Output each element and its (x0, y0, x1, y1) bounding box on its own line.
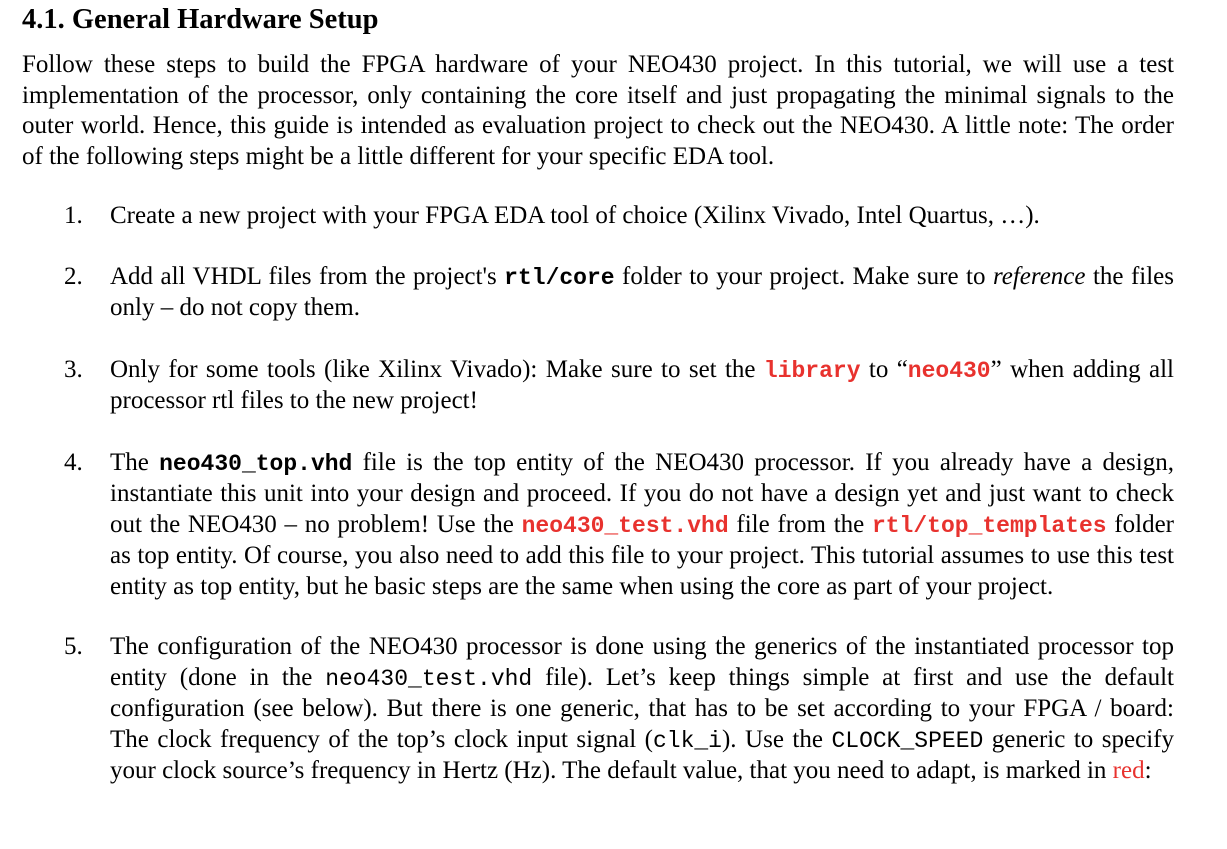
intro-paragraph: Follow these steps to build the FPGA hardware of your NEO430 project. In this tutorial, we will use a test implementation of the processor, only containing the core itself and just propagating the minimal signals to the outer world. Hence, this guide is intended as evaluation project to check out the NEO430. A little note: The order of the following steps might be a little different for your specific EDA tool. (22, 51, 1174, 170)
list-text: the files only – do not copy them. (110, 262, 1174, 321)
steps-list (22, 201, 1174, 787)
emphasis-text: reference (992, 262, 1086, 290)
list-text: The configuration of the NEO430 processor is done using the generics of the instantiated processor top entity (done in the (110, 633, 1174, 691)
code-signal: clk_i (652, 727, 722, 754)
code-filename: neo430_test.vhd (521, 512, 729, 539)
list-number: 1. (64, 202, 83, 229)
list-item (22, 448, 1174, 603)
list-item (22, 632, 1174, 787)
code-generic: CLOCK_SPEED (831, 727, 984, 754)
list-number: 4. (64, 448, 83, 476)
list-text: ). Use the (721, 725, 832, 753)
code-keyword: library (763, 357, 861, 384)
list-number: 3. (64, 355, 83, 383)
code-keyword: neo430 (907, 357, 991, 384)
list-text: generic to specify your clock source’s frequency in Hertz (Hz). The default value, that you need to adapt, is marked in (110, 725, 1174, 784)
list-number: 2. (64, 262, 83, 290)
list-text: to “ (860, 355, 908, 383)
list-text: file from the (728, 510, 872, 538)
code-filename: neo430_test.vhd (325, 665, 533, 692)
code-filename: neo430_top.vhd (159, 450, 353, 477)
list-text: file). Let’s keep things simple at first and use the default configuration (see below). But there is one generic, that has to be set according to your FPGA / board: The clock frequency of the top’s clock input signal ( (110, 663, 1174, 753)
document-page (22, 0, 1174, 787)
list-text: folder to your project. Make sure to (614, 262, 993, 290)
list-text: Only for some tools (like Xilinx Vivado): Make sure to set the (110, 355, 764, 383)
list-text: ” when adding all processor rtl files to the new project! (110, 355, 1174, 414)
list-item (22, 355, 1174, 417)
list-text: folder as top entity. Of course, you also need to add this file to your project. This tutorial assumes to use this test entity as top entity, but he basic steps are the same when using the core as part of your project. (110, 510, 1174, 600)
list-text: : (1144, 757, 1152, 784)
list-item (22, 262, 1174, 324)
list-item (22, 201, 1174, 232)
code-path: rtl/top_templates (871, 512, 1107, 539)
red-word: red (1112, 757, 1145, 784)
section-heading: 4.1. General Hardware Setup (22, 4, 379, 35)
list-text: Add all VHDL files from the project's (110, 262, 505, 290)
code-path: rtl/core (504, 264, 615, 291)
list-text: Create a new project with your FPGA EDA tool of choice (Xilinx Vivado, Intel Quartus, …). (110, 202, 1040, 229)
list-text: The (110, 448, 160, 476)
list-text: file is the top entity of the NEO430 processor. If you already have a design, instantiate this unit into your design and proceed. If you do not have a design yet and just want to check out the NEO430 – no problem! Use the (110, 448, 1174, 538)
list-number: 5. (64, 633, 83, 660)
